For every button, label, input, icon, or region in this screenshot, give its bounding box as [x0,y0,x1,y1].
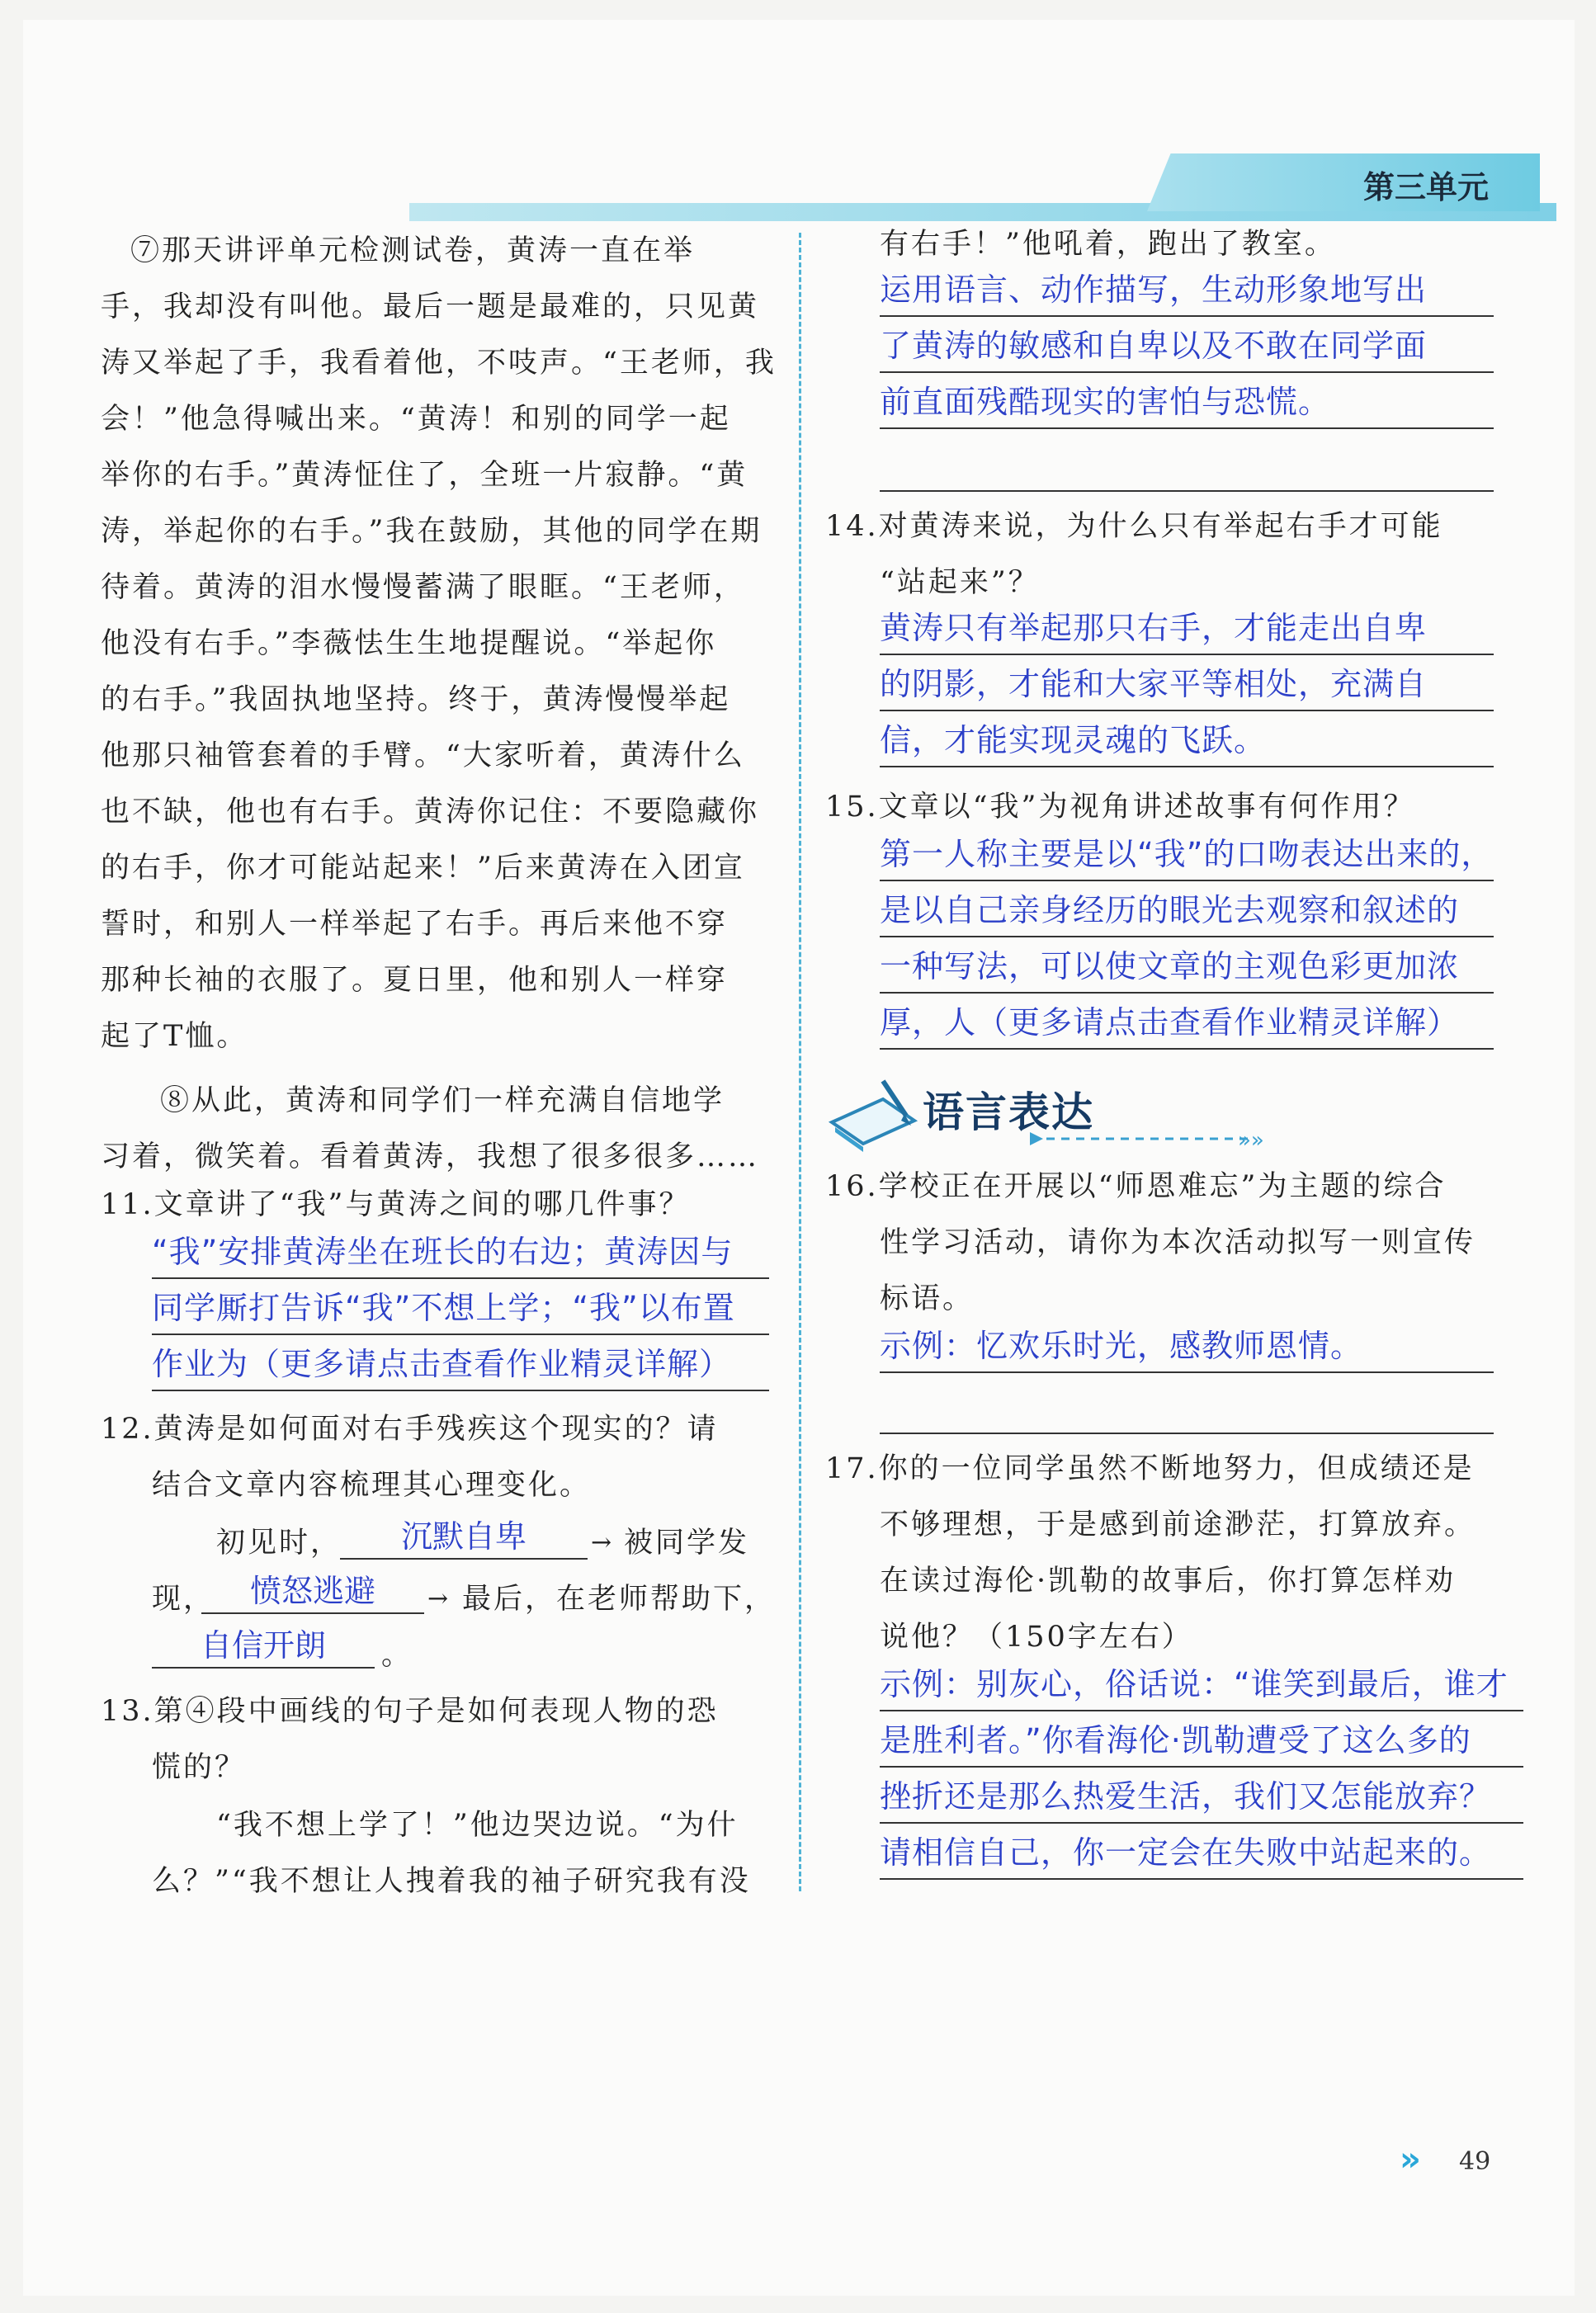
passage-line: 会！”他急得喊出来。“黄涛！和别的同学一起 [101,403,731,436]
answer-17-line: 挫折还是那么热爱生活，我们又怎能放弃？ [880,1771,1523,1824]
passage-line: ⑧从此，黄涛和同学们一样充满自信地学 [160,1084,725,1117]
question-16-cont: 性学习活动，请你为本次活动拟写一则宣传 [880,1226,1476,1259]
answer-17-line: 示例：别灰心，俗话说：“谁笑到最后，谁才 [880,1659,1523,1711]
passage-line: 那种长袖的衣服了。夏日里，他和别人一样穿 [101,964,729,997]
arrow-icon: → [591,1528,612,1557]
question-17-cont: 说他？（150字左右） [880,1621,1193,1654]
passage-line: 的右手，你才可能站起来！”后来黄涛在入团宣 [101,852,745,885]
blank-line [880,1433,1494,1434]
question-17-cont: 在读过海伦·凯勒的故事后，你打算怎样劝 [880,1565,1457,1598]
q13-quote: “我不想上学了！”他边哭边说。“为什 [216,1809,739,1842]
passage-line: 习着，微笑着。看着黄涛，我想了很多很多…… [101,1140,760,1173]
passage-line: 涛又举起了手，我看着他，不吱声。“王老师，我 [101,347,777,380]
question-11: 11.文章讲了“我”与黄涛之间的哪几件事？ [101,1188,691,1221]
q12-prefix-2: 现， [152,1583,215,1616]
passage-line: 涛，举起你的右手。”我在鼓励，其他的同学在期 [101,515,763,548]
answer-13-line: 了黄涛的敏感和自卑以及不敢在同学面 [880,320,1494,373]
q12-end: 。 [381,1639,413,1672]
q12-mid-1: 被同学发 [624,1527,750,1560]
answer-14-line: 的阴影，才能和大家平等相处，充满自 [880,658,1494,711]
question-14-cont: “站起来”？ [880,566,1040,599]
answer-17-line: 请相信自己，你一定会在失败中站起来的。 [880,1827,1523,1880]
blank-line [880,490,1494,492]
double-chevron-icon: » [1400,2141,1421,2178]
unit-title: 第三单元 [1363,169,1490,205]
answer-17-line: 是胜利者。”你看海伦·凯勒遭受了这么多的 [880,1715,1523,1768]
question-16-cont: 标语。 [880,1282,975,1315]
svg-text:»»: »» [1238,1128,1264,1153]
passage-line: 誓时，和别人一样举起了右手。再后来他不穿 [101,908,729,941]
q12-mid-2: 最后，在老师帮助下， [462,1583,777,1616]
page-number: 49 [1459,2147,1491,2176]
q12-blank-3: 自信开朗 [152,1626,375,1669]
section-header [825,1073,1287,1155]
passage-line: 也不缺，他也有右手。黄涛你记住：不要隐藏你 [101,795,760,828]
section-title: 语言表达 [923,1088,1094,1136]
q12-blank-1: 沉默自卑 [340,1517,588,1560]
arrow-icon: → [427,1584,449,1613]
passage-line: ⑦那天讲评单元检测试卷，黄涛一直在举 [130,234,696,267]
question-13: 13.第④段中画线的句子是如何表现人物的恐 [101,1695,719,1728]
answer-14-line: 信，才能实现灵魂的飞跃。 [880,715,1494,767]
answer-15-line: 一种写法，可以使文章的主观色彩更加浓 [880,941,1494,994]
q12-blank-2: 愤怒逃避 [201,1571,424,1614]
q12-prefix-1: 初见时， [216,1527,342,1560]
question-17-cont: 不够理想，于是感到前途渺茫，打算放弃。 [880,1508,1476,1541]
question-16: 16.学校正在开展以“师恩难忘”为主题的综合 [825,1170,1447,1203]
answer-16-line: 示例：忆欢乐时光，感教师恩情。 [880,1320,1494,1373]
answer-11-line: “我”安排黄涛坐在班长的右边；黄涛因与 [152,1226,769,1279]
passage-line: 待着。黄涛的泪水慢慢蓄满了眼眶。“王老师， [101,571,745,604]
question-13-cont: 慌的？ [152,1751,247,1784]
answer-15-line: 第一人称主要是以“我”的口吻表达出来的， [880,828,1494,881]
answer-15-line: 是以自己亲身经历的眼光去观察和叙述的 [880,885,1494,937]
passage-line: 他那只袖管套着的手臂。“大家听着，黄涛什么 [101,739,745,772]
question-12-cont: 结合文章内容梳理其心理变化。 [152,1469,592,1502]
answer-11-line: 作业为（更多请点击查看作业精灵详解） [152,1338,769,1391]
q13-quote: 么？”“我不想让人拽着我的袖子研究我有没 [152,1865,751,1898]
passage-line: 举你的右手。”黄涛怔住了，全班一片寂静。“黄 [101,459,748,492]
answer-13-line: 前直面残酷现实的害怕与恐慌。 [880,376,1494,429]
q13-quote-cont: 有右手！”他吼着，跑出了教室。 [880,228,1336,261]
answer-11-line: 同学厮打告诉“我”不想上学；“我”以布置 [152,1282,769,1335]
question-15: 15.文章以“我”为视角讲述故事有何作用？ [825,791,1415,824]
answer-13-line: 运用语言、动作描写，生动形象地写出 [880,264,1494,317]
question-17: 17.你的一位同学虽然不断地努力，但成绩还是 [825,1452,1475,1485]
question-14: 14.对黄涛来说，为什么只有举起右手才可能 [825,510,1443,543]
question-12: 12.黄涛是如何面对右手残疾这个现实的？请 [101,1413,719,1446]
answer-15-line: 厚，人（更多请点击查看作业精灵详解） [880,997,1494,1050]
passage-line: 起了T恤。 [101,1020,248,1053]
column-divider [799,233,801,1891]
answer-14-line: 黄涛只有举起那只右手，才能走出自卑 [880,602,1494,655]
passage-line: 的右手。”我固执地坚持。终于，黄涛慢慢举起 [101,683,731,716]
passage-line: 他没有右手。”李薇怯生生地提醒说。“举起你 [101,627,717,660]
passage-line: 手，我却没有叫他。最后一题是最难的，只见黄 [101,290,760,323]
